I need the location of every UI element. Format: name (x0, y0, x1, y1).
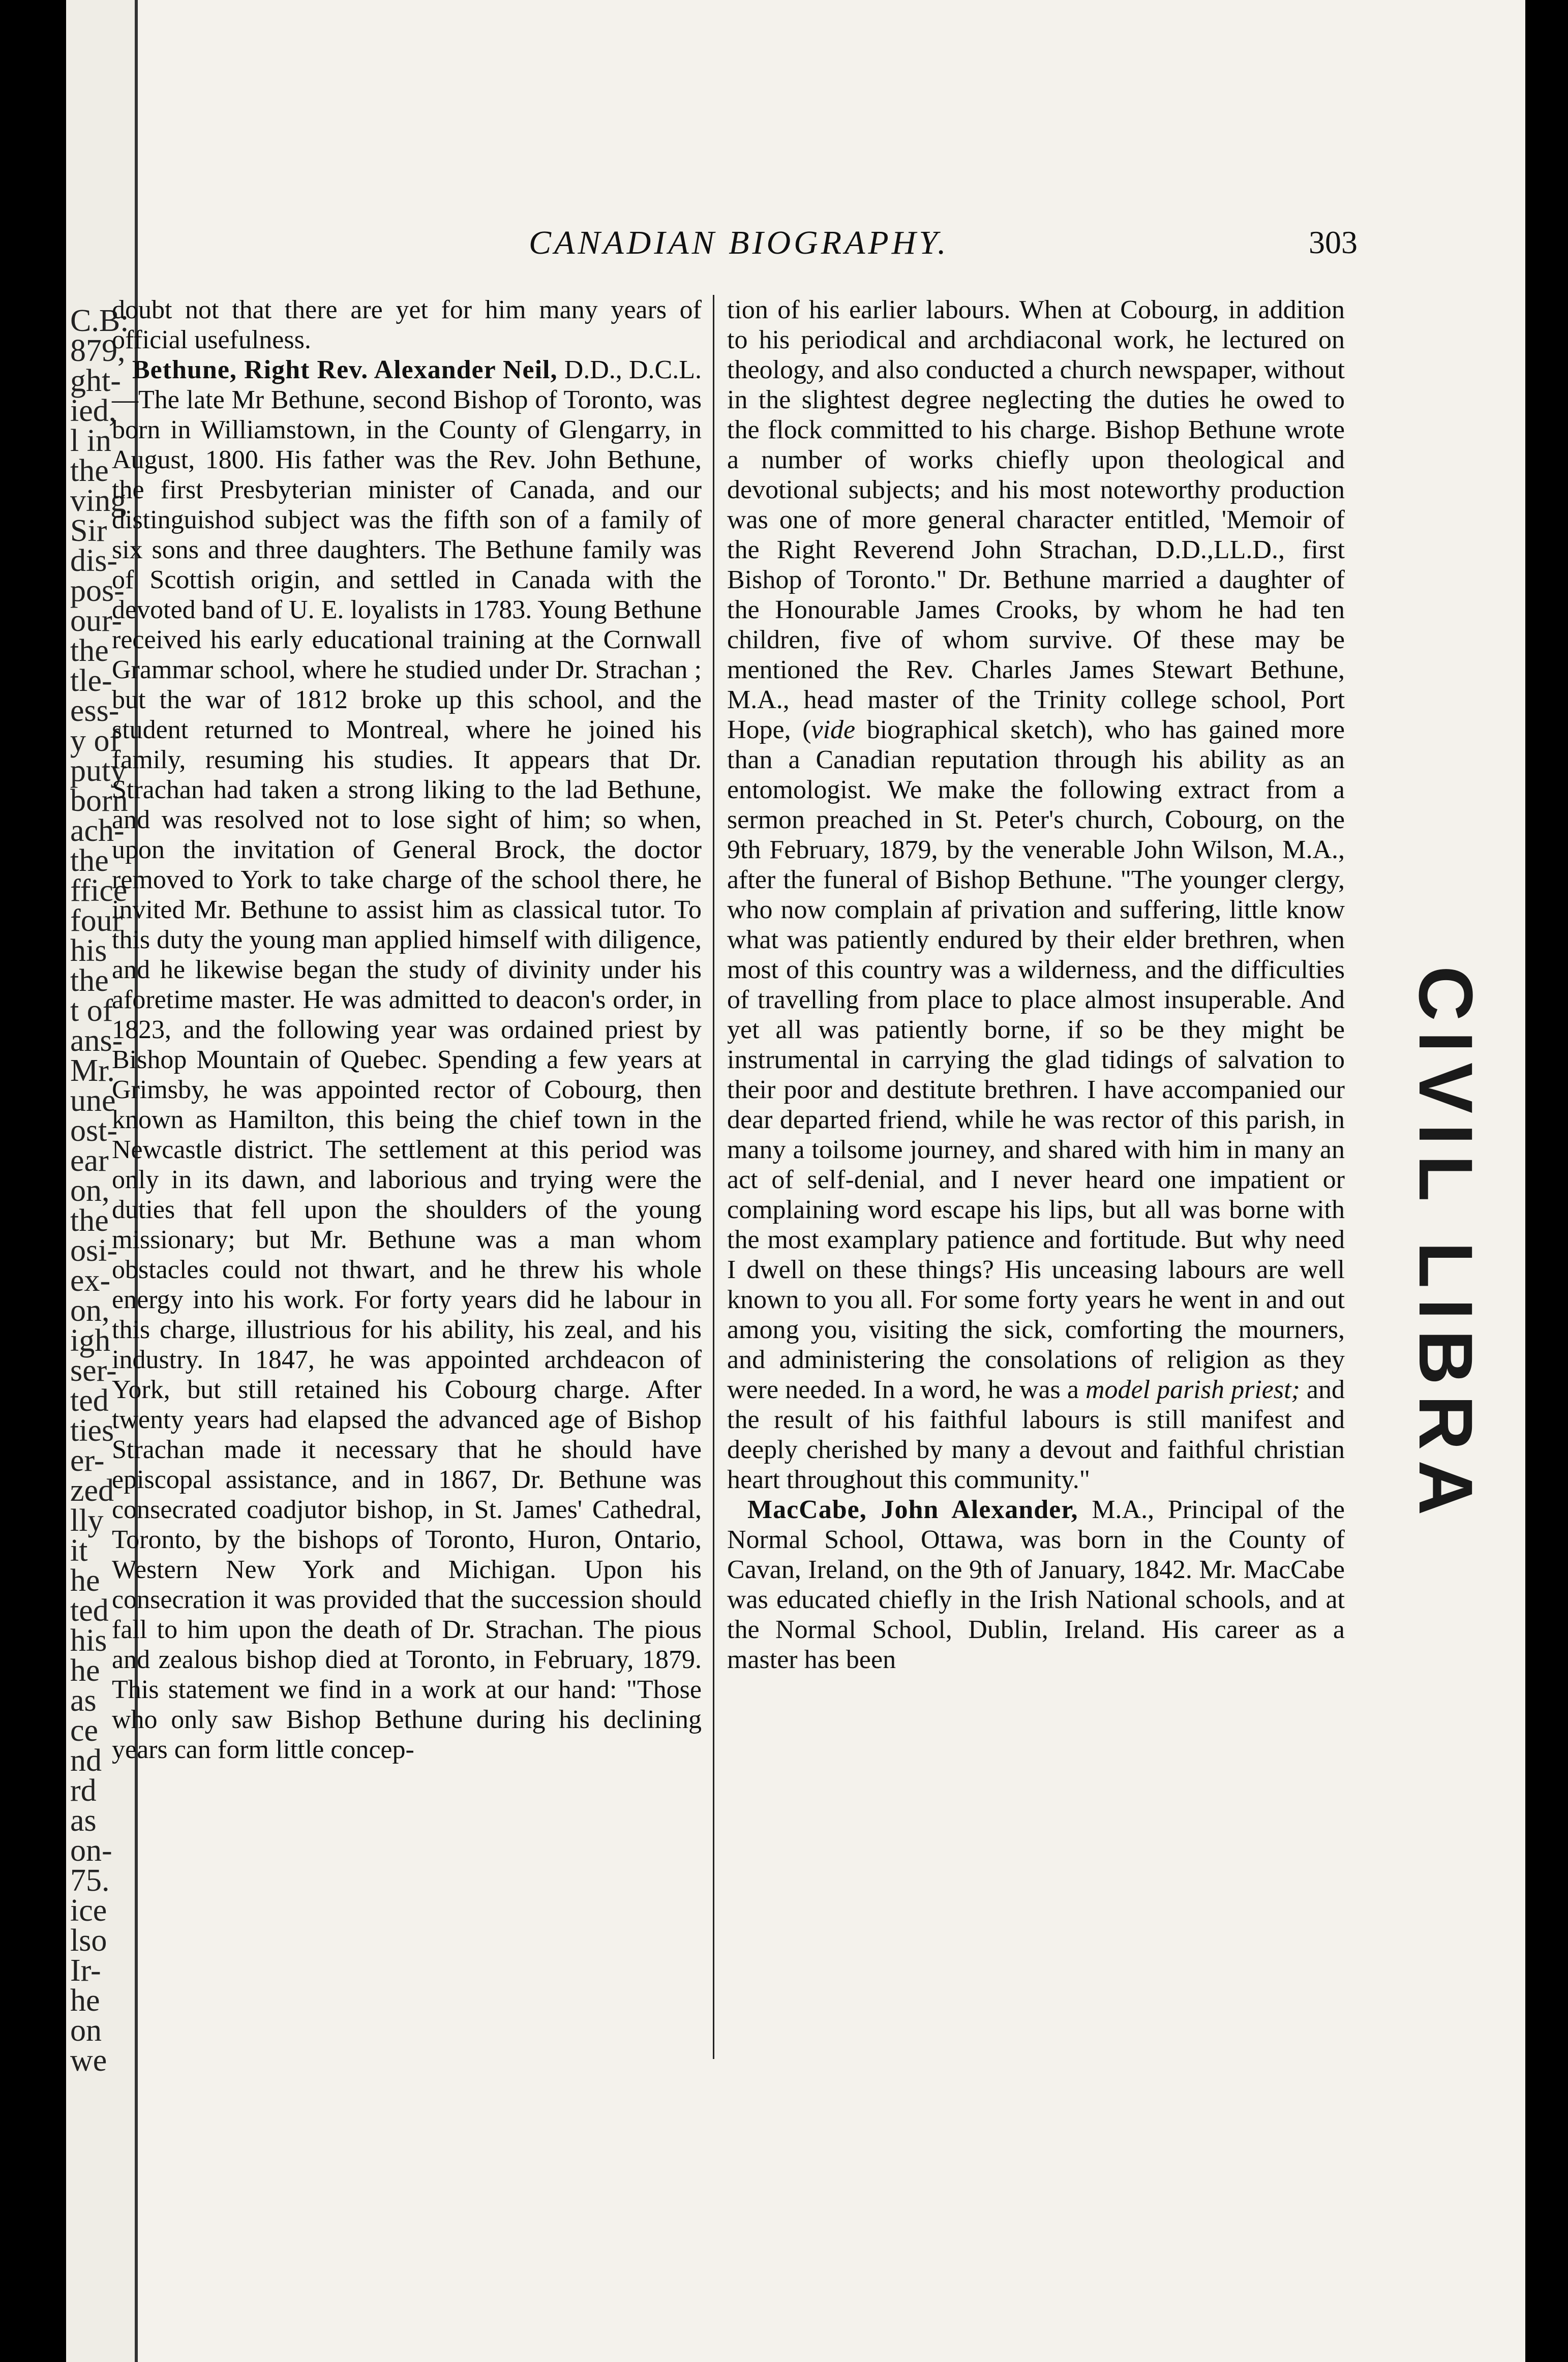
adjacent-page-stamp-text: CIVIL LIBRA (1403, 966, 1489, 1526)
margin-fragment: Sir (70, 513, 107, 548)
entry-name-maccabe: MacCabe, John Alexander, (747, 1495, 1078, 1524)
margin-fragment: ving (70, 483, 127, 518)
vide-italic: vide (811, 715, 856, 744)
margin-fragment: on, (70, 1173, 110, 1208)
margin-fragment: y of (70, 723, 120, 758)
margin-fragment: dis- (70, 543, 117, 578)
page-number: 303 (1309, 224, 1358, 260)
margin-fragment: on (70, 2013, 102, 2048)
margin-fragment: four (70, 903, 123, 938)
margin-fragment: ost- (70, 1113, 117, 1148)
margin-fragment: puty (70, 753, 127, 788)
book-page (66, 0, 1525, 2362)
entry-text-bethune: D.D., D.C.L.—The late Mr Bethune, second Bishop of Toronto, was born in Williamstown, in the County of Glengarry, in August, 1800. His father was the Rev. John Bethune, the first Presbyterian minister of Canada, and our distinguishod subject was the fifth son of a family of six sons and three daughters. The Bethune family was of Scottish origin, and settled in Canada with the devoted band of U. E. loyalists in 1783. Young Bethune received his early educational training at the Cornwall Grammar school, where he studied under Dr. Strachan ; but the war of 1812 broke up this school, and the student returned to Montreal, where he joined his family, resuming his studies. It appears that Dr. Strachan had taken a strong liking to the lad Bethune, and was resolved not to lose sight of him; so when, upon the invitation of General Brock, the doctor removed to York to take charge of the school there, he invited Mr. Bethune to assist him as classical tutor. To this duty the young man applied himself with diligence, and he likewise began the study of divinity under his aforetime master. He was admitted to deacon's order, in 1823, and the following year was ordained priest by Bishop Mountain of Quebec. Spending a few years at Grimsby, he was appointed rector of Cobourg, then known as Hamilton, this being the chief town in the Newcastle district. The settlement at this period was only in its dawn, and laborious and trying were the duties that fell upon the shoulders of the young missionary; but Mr. Bethune was a man whom obstacles could not thwart, and he threw his whole energy into his work. For forty years did he labour in this charge, illustrious for his ability, his zeal, and his industry. In 1847, he was appointed archdeacon of York, but still retained his Cobourg charge. After twenty years had elapsed the advanced age of Bishop Strachan made it necessary that he should have episcopal assistance, and in 1867, Dr. Bethune was consecrated coadjutor bishop, in St. James' Cathedral, Toronto, by the bishops of Toronto, Huron, Ontario, Western New York and Michigan. Upon his consecration it was provided that the succession should fall to him upon the death of Dr. Strachan. The pious and zealous bishop died at Toronto, in February, 1879. This statement we find in a work at our hand: "Those who only saw Bishop Bethune during his declining years can form little concep- (112, 355, 702, 1764)
margin-fragment: ffice (70, 873, 128, 908)
margin-fragment: the (70, 633, 109, 668)
right-column (727, 295, 1345, 1675)
margin-fragment: the (70, 963, 109, 998)
margin-fragment: ties (70, 1413, 114, 1448)
margin-fragment: his (70, 933, 107, 968)
margin-fragment: ied, (70, 393, 117, 428)
margin-fragment: the (70, 453, 109, 488)
running-head: CANADIAN BIOGRAPHY. (529, 224, 949, 261)
margin-fragment: 75. (70, 1863, 110, 1898)
margin-fragment: er- (70, 1443, 105, 1478)
margin-fragment: he (70, 1983, 100, 2018)
bethune-continuation (727, 295, 1345, 1495)
column-divider (713, 295, 714, 2059)
continuation-text-3: and the result of his faithful labours is still manifest and deeply cherished by many a devout and faithful christian heart throughout this community." (727, 1375, 1345, 1494)
model-parish-priest-italic: model parish priest; (1085, 1375, 1300, 1404)
column-opening-text: doubt not that there are yet for him many years of official usefulness. (112, 295, 702, 354)
margin-fragment: ght- (70, 364, 121, 398)
margin-fragment: C.B: (70, 304, 129, 338)
margin-fragment: Mr. (70, 1053, 115, 1088)
margin-fragment: igh (70, 1323, 111, 1358)
margin-fragment: he (70, 1653, 100, 1688)
margin-fragment: our- (70, 603, 123, 638)
margin-fragment: l in (70, 423, 111, 458)
margin-fragment: on- (70, 1833, 112, 1868)
margin-fragment: osi- (70, 1233, 117, 1268)
left-column (112, 295, 702, 1765)
margin-fragment: ce (70, 1713, 99, 1748)
margin-fragment: ess- (70, 693, 119, 728)
margin-fragment: lly (70, 1503, 104, 1538)
margin-fragment: ear (70, 1143, 109, 1178)
entry-text-maccabe: M.A., Principal of the Normal School, Ottawa, was born in the County of Cavan, Ireland, on the 9th of January, 1842. Mr. MacCabe was educated chiefly in the Irish National schools, and at the Normal School, Dublin, Ireland. His career as a master has been (727, 1495, 1345, 1674)
margin-fragment: ser- (70, 1353, 117, 1388)
continuation-text-1: tion of his earlier labours. When at Cobourg, in addition to his periodical and archdiaconal work, he lectured on theology, and also conducted a church newspaper, without in the slightest degree neglecting the duties he owed to the flock committed to his charge. Bishop Bethune wrote a number of works chiefly upon theological and devotional subjects; and his most noteworthy production was one of more general character entitled, 'Memoir of the Right Reverend John Strachan, D.D.,LL.D., first Bishop of Toronto." Dr. Bethune married a daughter of the Honourable James Crooks, by whom he had ten children, five of whom survive. Of these may be mentioned the Rev. Charles James Stewart Bethune, M.A., head master of the Trinity college school, Port Hope, ( (727, 295, 1345, 744)
margin-fragment: he (70, 1563, 100, 1598)
continuation-text-2: biographical sketch), who has gained more than a Canadian reputation through his ability as an entomologist. We make the following extract from a sermon preached in St. Peter's church, Cobourg, on the 9th February, 1879, by the venerable John Wilson, M.A., after the funeral of Bishop Bethune. "The younger clergy, who now complain af privation and suffering, little know what was patiently endured by their elder brethren, when most of this country was a wilderness, and the difficulties of travelling from place to place almost insuperable. And yet all was patiently borne, if so be they might be instrumental in carrying the glad tidings of salvation to their poor and destitute brethren. I have accompanied our dear departed friend, while he was rector of this parish, in many a toilsome journey, and shared with him in many an act of self-denial, and I never heard one impatient or complaining word escape his lips, but all was borne with the most examplary patience and fortitude. But why need I dwell on these things? His unceasing labours are well known to you all. For some forty years he went in and out among you, visiting the sick, comforting the mourners, and administering the consolations of religion as they were needed. In a word, he was a (727, 715, 1345, 1404)
margin-fragment: tle- (70, 663, 112, 698)
margin-fragment: nd (70, 1743, 102, 1778)
margin-fragment: born (70, 783, 128, 818)
margin-fragment: 879, (70, 334, 126, 368)
margin-fragment: his (70, 1623, 107, 1658)
margin-fragment: ted (70, 1383, 109, 1418)
margin-fragment: ex- (70, 1263, 111, 1298)
margin-fragment: the (70, 843, 109, 878)
entry-maccabe (727, 1495, 1345, 1675)
margin-fragment: as (70, 1803, 97, 1838)
margin-fragment: Ir- (70, 1953, 101, 1988)
margin-fragment: lso (70, 1923, 107, 1958)
margin-fragment: ted (70, 1593, 109, 1628)
margin-fragment: ach- (70, 813, 125, 848)
margin-fragment: ice (70, 1893, 107, 1928)
margin-fragment: on, (70, 1293, 110, 1328)
margin-fragment: it (70, 1533, 88, 1568)
margin-fragment: ans- (70, 1023, 123, 1058)
margin-fragment: we (70, 2043, 107, 2078)
margin-fragment: as (70, 1683, 97, 1718)
margin-fragment: pos- (70, 573, 125, 608)
margin-fragment: une (70, 1083, 116, 1118)
entry-bethune (112, 355, 702, 1765)
margin-fragment: rd (70, 1773, 97, 1808)
margin-fragment: the (70, 1203, 109, 1238)
margin-fragment: t of (70, 993, 113, 1028)
entry-name-bethune: Bethune, Right Rev. Alexander Neil, (132, 355, 558, 384)
margin-fragment: zed (70, 1473, 114, 1508)
